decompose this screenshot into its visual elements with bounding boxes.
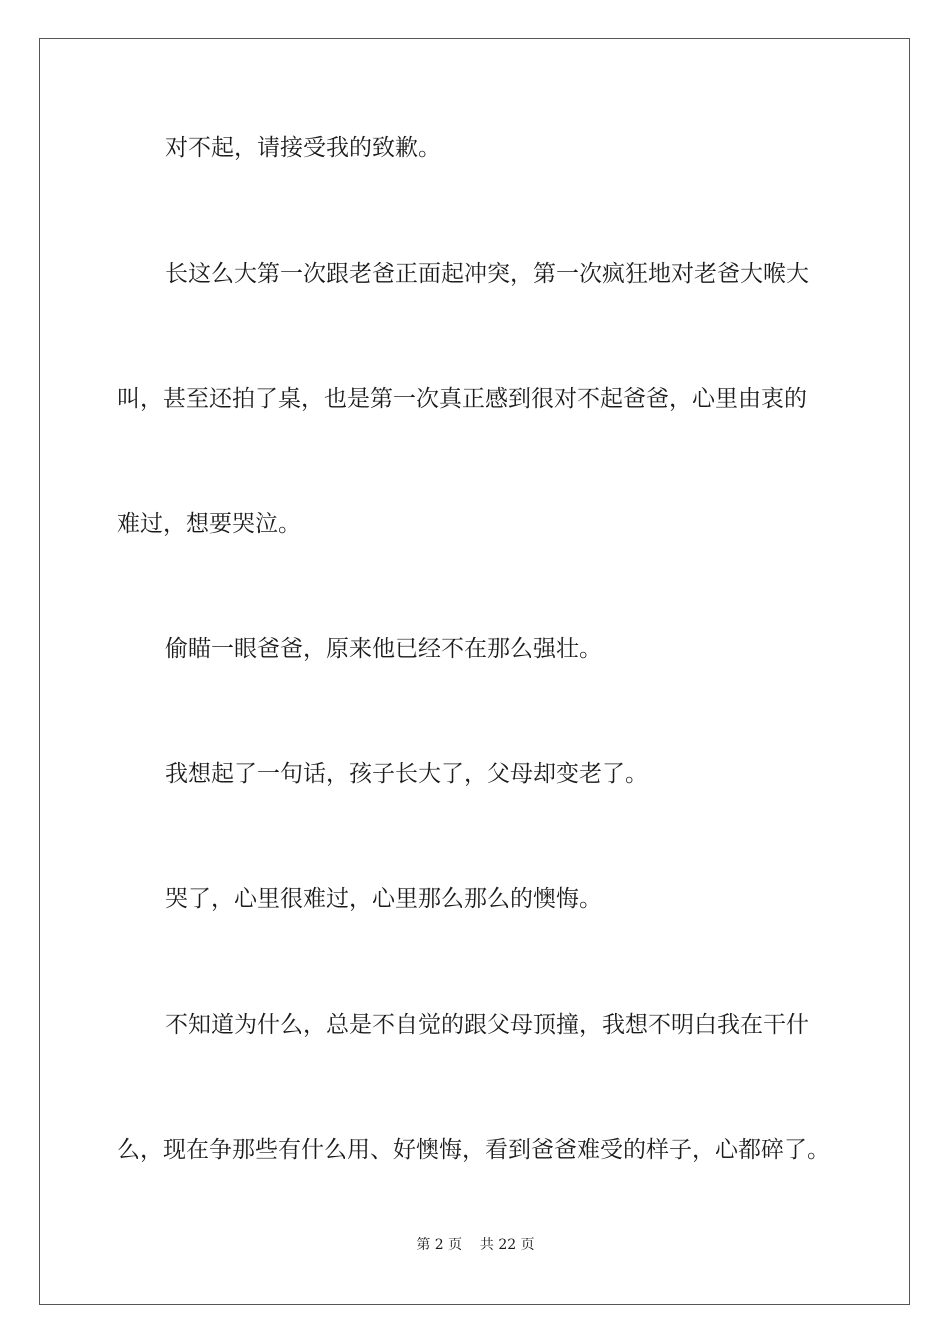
paragraph-line-3: 叫，甚至还拍了桌，也是第一次真正感到很对不起爸爸，心里由衷的 xyxy=(117,386,807,412)
paragraph-line-7: 哭了，心里很难过，心里那么那么的懊悔。 xyxy=(165,886,602,912)
paragraph-line-8: 不知道为什么，总是不自觉的跟父母顶撞，我想不明白我在干什 xyxy=(165,1012,809,1038)
page-number-footer: 第 2 页 共 22 页 xyxy=(416,1237,535,1253)
paragraph-line-5: 偷瞄一眼爸爸，原来他已经不在那么强壮。 xyxy=(165,636,602,662)
paragraph-line-1: 对不起，请接受我的致歉。 xyxy=(165,135,441,161)
paragraph-line-6: 我想起了一句话，孩子长大了，父母却变老了。 xyxy=(165,761,648,787)
paragraph-line-9: 么，现在争那些有什么用、好懊悔，看到爸爸难受的样子，心都碎了。 xyxy=(117,1137,830,1163)
document-page xyxy=(39,38,910,1305)
paragraph-line-4: 难过，想要哭泣。 xyxy=(117,511,301,537)
paragraph-line-2: 长这么大第一次跟老爸正面起冲突，第一次疯狂地对老爸大喉大 xyxy=(165,261,809,287)
